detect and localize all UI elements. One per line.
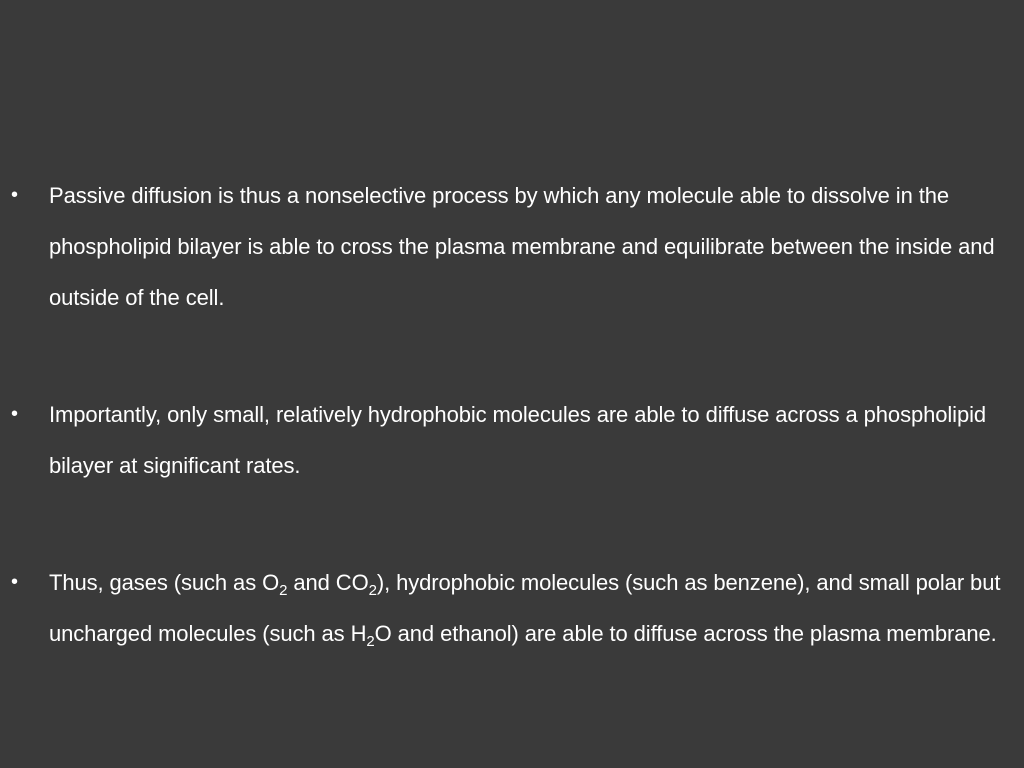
bullet-dot-icon: • xyxy=(11,403,18,425)
subscript: 2 xyxy=(368,582,377,599)
subscript: 2 xyxy=(366,633,375,650)
bullet-dot-icon: • xyxy=(11,571,18,593)
bullet-text: Importantly, only small, relatively hydrophobic molecules are able to diffuse across a phospholipid bilayer at significant rates. xyxy=(49,402,987,478)
text-segment: Thus, gases (such as O xyxy=(49,570,280,595)
text-segment: ), hydrophobic molecules (such as benzene), and small polar but uncharged molecules (such as H xyxy=(49,570,1001,646)
bullet-text xyxy=(49,570,1001,650)
bullet-list xyxy=(0,170,1024,659)
bullet-text: Passive diffusion is thus a nonselective process by which any molecule able to dissolve in the phospholipid bilayer is able to cross the plasma membrane and equilibrate between the inside and outside of the cell. xyxy=(49,183,995,310)
bullet-item-passive-diffusion xyxy=(0,170,1024,323)
text-segment: O and ethanol) are able to diffuse across the plasma membrane. xyxy=(374,621,997,646)
bullet-item-hydrophobic-molecules xyxy=(0,389,1024,491)
bullet-item-gases xyxy=(0,557,1024,659)
subscript: 2 xyxy=(279,582,288,599)
text-segment: and CO xyxy=(287,570,369,595)
bullet-dot-icon: • xyxy=(11,184,18,206)
